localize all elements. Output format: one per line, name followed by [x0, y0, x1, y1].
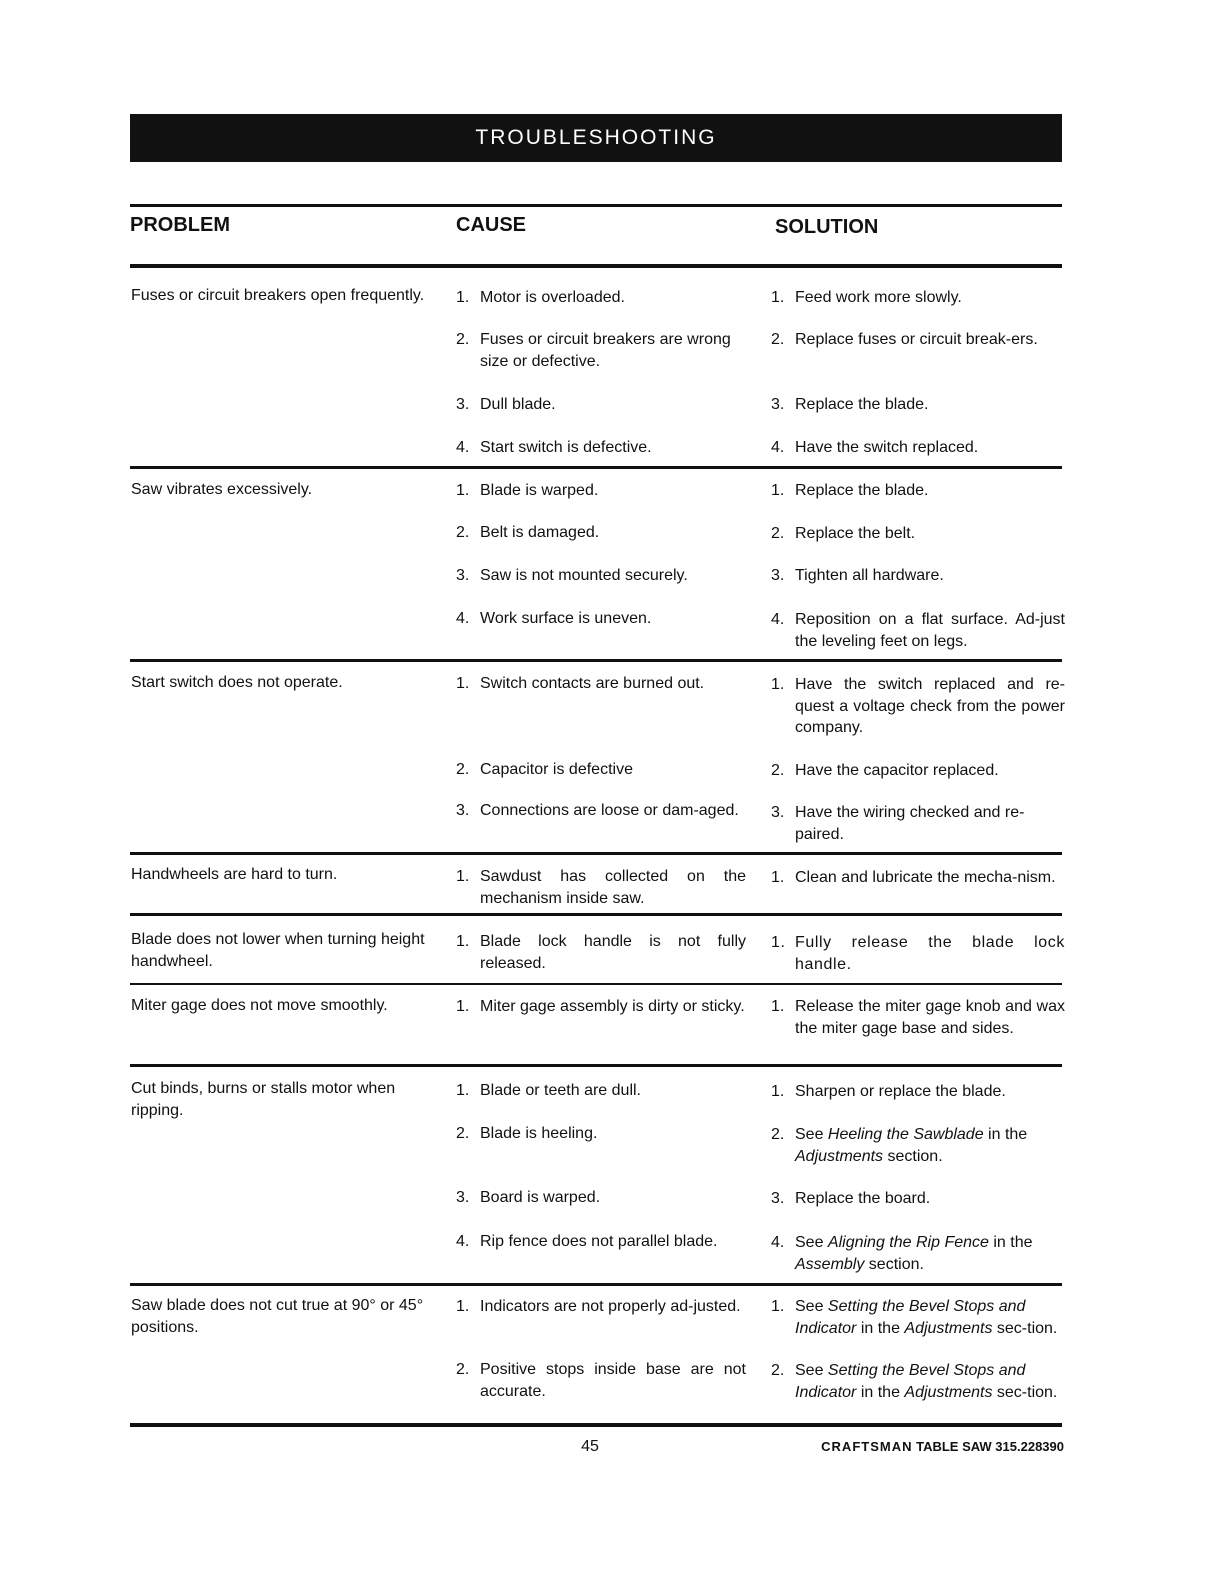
problem-cell: Cut binds, burns or stalls motor when ripping. [131, 1080, 396, 1119]
solution-item: 1. Sharpen or replace the blade. [771, 1083, 1006, 1100]
cause-item: 4. Rip fence does not parallel blade. [456, 1233, 718, 1250]
model-label: TABLE SAW 315.228390 [916, 1439, 1064, 1454]
solution-item: 2. Have the capacitor replaced. [771, 762, 999, 779]
cause-item: 2. Positive stops inside base are not accurate. [456, 1361, 746, 1400]
cause-item: 3. Dull blade. [456, 396, 556, 413]
cause-item: 2. Capacitor is defective [456, 761, 633, 778]
solution-item: 3. Replace the blade. [771, 396, 929, 413]
solution-item: 4. Reposition on a flat surface. Ad-just the leveling feet on legs. [771, 611, 1065, 650]
problem-cell: Start switch does not operate. [131, 674, 343, 691]
cause-item: 2. Belt is damaged. [456, 524, 600, 541]
solution-item: 1. Fully release the blade lock handle. [771, 934, 1065, 973]
rule [130, 659, 1062, 662]
cause-item: 1. Blade is warped. [456, 482, 599, 499]
problem-cell: Blade does not lower when turning height handwheel. [131, 931, 425, 970]
footer-brand [802, 1439, 1064, 1454]
rule [130, 204, 1062, 207]
cause-item: 4. Start switch is defective. [456, 439, 652, 456]
cause-item: 2. Fuses or circuit breakers are wrong size or defective. [456, 331, 731, 370]
rule [130, 1283, 1062, 1286]
rule [130, 913, 1062, 916]
solution-item: 2. See Setting the Bevel Stops and Indicator in the Adjustments sec-tion. [771, 1362, 1058, 1401]
solution-item: 2. Replace the belt. [771, 525, 916, 542]
cause-item: 1. Sawdust has collected on the mechanism inside saw. [456, 868, 746, 907]
header-problem: PROBLEM [130, 214, 230, 236]
solution-item: 1. Have the switch replaced and re-quest a voltage check from the power company. [771, 676, 1065, 736]
solution-item: 3. Replace the board. [771, 1190, 931, 1207]
brand-logo: CRAFTSMAN [821, 1439, 913, 1454]
solution-item: 3. Tighten all hardware. [771, 567, 944, 584]
solution-item: 2. See Heeling the Sawblade in the Adjustments section. [771, 1126, 1028, 1165]
cause-item: 3. Board is warped. [456, 1189, 601, 1206]
cause-item: 3. Saw is not mounted securely. [456, 567, 688, 584]
cause-item: 1. Blade lock handle is not fully released. [456, 933, 746, 972]
solution-item: 3. Have the wiring checked and re-paired. [771, 804, 1025, 843]
rule [130, 466, 1062, 469]
cause-item: 2. Blade is heeling. [456, 1125, 598, 1142]
solution-item: 1. Clean and lubricate the mecha-nism. [771, 869, 1056, 886]
problem-cell: Saw vibrates excessively. [131, 481, 313, 498]
solution-item: 1. See Setting the Bevel Stops and Indicator in the Adjustments sec-tion. [771, 1298, 1058, 1337]
cause-item: 1. Switch contacts are burned out. [456, 675, 705, 692]
solution-item: 2. Replace fuses or circuit break-ers. [771, 331, 1038, 348]
solution-item: 1. Feed work more slowly. [771, 289, 962, 306]
page-number: 45 [581, 1438, 599, 1455]
rule [130, 264, 1062, 268]
rule [130, 1423, 1062, 1427]
cause-item: 1. Miter gage assembly is dirty or sticky. [456, 998, 745, 1015]
cause-item: 1. Motor is overloaded. [456, 289, 625, 306]
cause-item: 1. Blade or teeth are dull. [456, 1082, 641, 1099]
problem-cell: Miter gage does not move smoothly. [131, 997, 388, 1014]
rule [130, 852, 1062, 855]
header-cause: CAUSE [456, 214, 527, 236]
rule [130, 983, 1062, 985]
solution-item: 4. See Aligning the Rip Fence in the Assembly section. [771, 1234, 1033, 1273]
solution-item: 4. Have the switch replaced. [771, 439, 979, 456]
cause-item: 3. Connections are loose or dam-aged. [456, 802, 739, 819]
cause-item: 4. Work surface is uneven. [456, 610, 652, 627]
rule [130, 1064, 1062, 1067]
problem-cell: Fuses or circuit breakers open frequently. [131, 287, 425, 304]
header-solution: SOLUTION [775, 216, 879, 238]
problem-cell: Saw blade does not cut true at 90° or 45° positions. [131, 1297, 424, 1336]
page-banner: TROUBLESHOOTING [130, 114, 1062, 162]
solution-item: 1. Replace the blade. [771, 482, 929, 499]
solution-item: 1. Release the miter gage knob and wax the miter gage base and sides. [771, 998, 1065, 1037]
cause-item: 1. Indicators are not properly ad-justed. [456, 1298, 741, 1315]
problem-cell: Handwheels are hard to turn. [131, 866, 338, 883]
